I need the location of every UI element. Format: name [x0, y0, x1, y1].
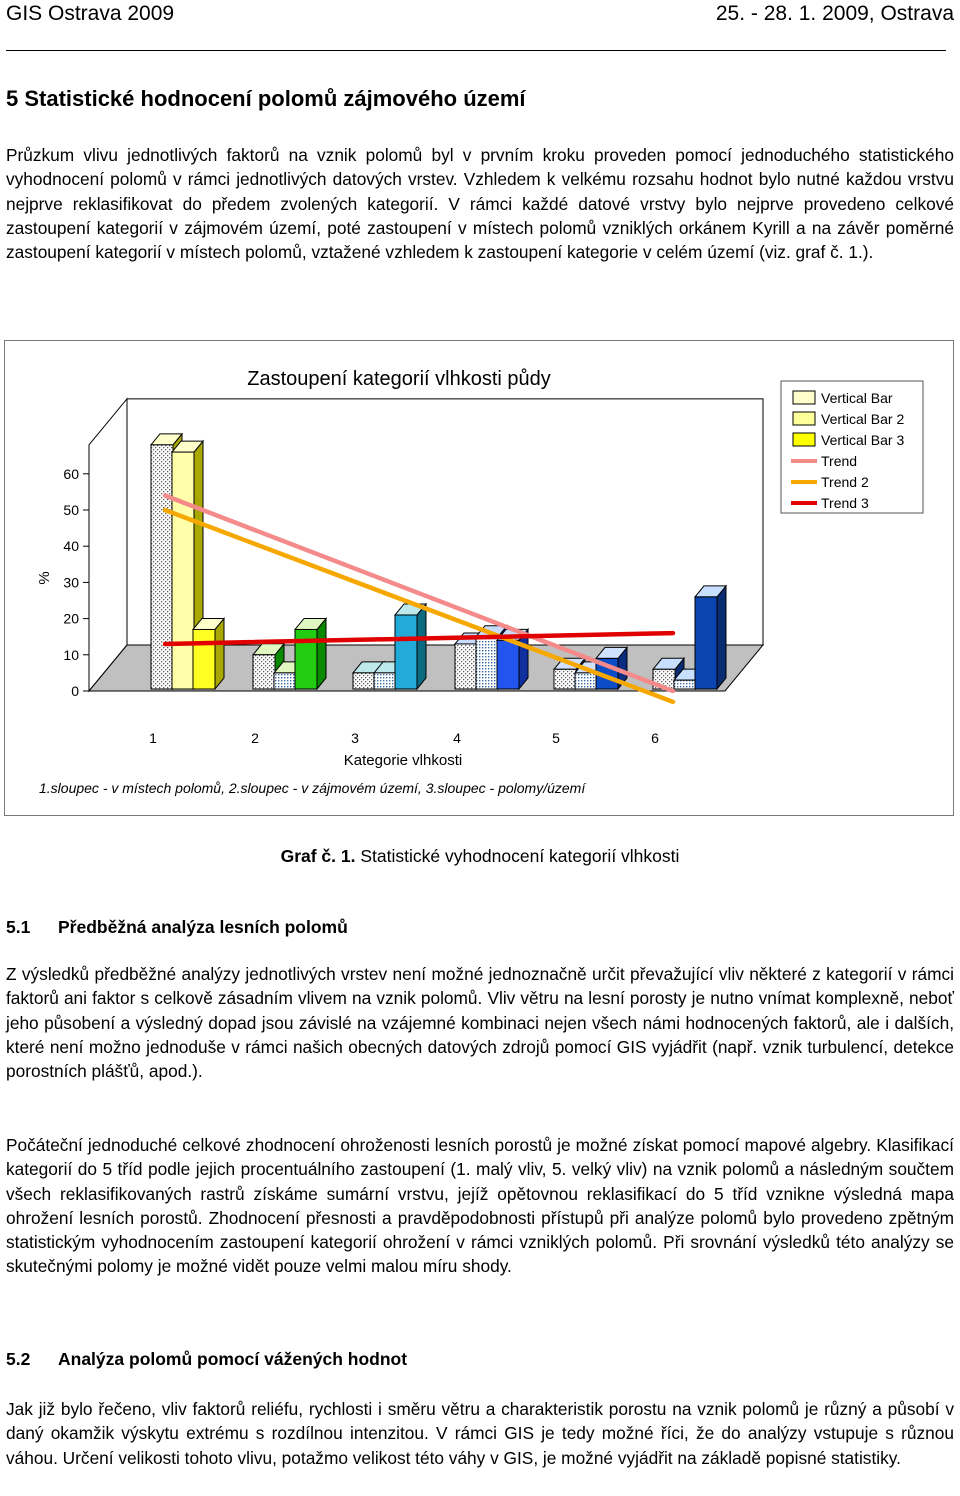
caption-label: Graf č. 1.	[280, 846, 356, 866]
chart-title: Zastoupení kategorií vlhkosti půdy	[247, 368, 551, 390]
bar-vertical-bar-3	[395, 615, 417, 689]
x-tick-label: 5	[552, 730, 560, 746]
bar-side	[417, 604, 426, 689]
y-tick-label: 40	[63, 538, 79, 555]
soil-moisture-chart	[5, 341, 953, 815]
legend-label: Vertical Bar 3	[821, 432, 905, 448]
bar-side	[215, 618, 224, 689]
x-tick-label: 2	[251, 730, 259, 746]
chart-back-wall	[127, 399, 763, 645]
legend-label: Vertical Bar 2	[821, 411, 905, 427]
bar-vertical-bar-2	[674, 680, 696, 689]
x-tick-label: 1	[149, 730, 157, 746]
x-axis-label: Kategorie vlhkosti	[343, 752, 463, 769]
legend-swatch	[793, 412, 815, 425]
y-tick-label: 60	[63, 465, 79, 482]
section-5-heading: 5 Statistické hodnocení polomů zájmového území	[6, 86, 526, 111]
page-header	[6, 0, 954, 30]
bar-vertical-bar-2	[374, 673, 396, 689]
bar-vertical-bar-2	[575, 673, 597, 689]
bar-vertical-bar-2	[172, 452, 194, 689]
bar-side	[317, 618, 326, 689]
legend-label: Trend 2	[821, 474, 869, 490]
section-5-1-paragraph-1: Z výsledků předběžné analýzy jednotlivých vrstev není možné jednoznačně určit převažující vliv některé z kategorií v rámci faktorů ani faktor s celkově zásadním vlivem na vznik polomů. Vliv větru na lesní porosty je nutno vnímat komplexně, neboť jeho působení a výsledný dopad jsou závislé na vzájemné kombinaci nejen všech námi hodnocených faktorů, ale i dalších, které není možno jednoduše v rámci našich obecných datových zdrojů pomocí GIS vyjádřit (např. vznik turbulencí, detekce porostních plášťů, apod.).	[6, 964, 954, 1082]
section-5-paragraph: Průzkum vlivu jednotlivých faktorů na vznik polomů byl v prvním kroku proveden pomocí jednoduchého statistického vyhodnocení polomů v rámci jednotlivých datových vrstev. Vzhledem k velkému rozsahu hodnot bylo nutné každou vrstvu nejprve reklasifikovat do předem zvolených kategorií. V rámci každé datové vrstvy bylo nejprve provedeno celkové zastoupení kategorií v zájmovém území, poté zastoupení v místech polomů vzniklých orkánem Kyrill a na závěr poměrné zastoupení kategorií v místech polomů, vztažené vzhledem k zastoupení kategorie v celém území (viz. graf č. 1.).	[6, 145, 954, 263]
section-5-1-number: 5.1	[6, 917, 31, 937]
chart-frame	[4, 340, 954, 816]
legend-label: Trend 3	[821, 495, 869, 511]
bar-vertical-bar-2	[476, 637, 498, 689]
legend-label: Trend	[821, 453, 858, 469]
y-tick-label: 10	[63, 646, 79, 663]
bar-vertical-bar	[151, 445, 173, 689]
header-date-place: 25. - 28. 1. 2009, Ostrava	[715, 2, 954, 25]
y-tick-label: 30	[63, 574, 79, 591]
legend-swatch	[793, 391, 815, 404]
y-tick-label: 50	[63, 502, 79, 518]
section-5-1-heading	[6, 917, 348, 938]
y-tick-label: 0	[71, 683, 79, 699]
bar-side	[717, 586, 726, 689]
section-5-1-title: Předběžná analýza lesních polomů	[58, 917, 348, 937]
x-tick-label: 3	[351, 730, 359, 746]
legend-swatch	[793, 433, 815, 446]
caption-text: Statistické vyhodnocení kategorií vlhkosti	[355, 846, 680, 866]
section-5-2-heading	[6, 1349, 407, 1370]
chart-note: 1.sloupec - v místech polomů, 2.sloupec - v zájmovém území, 3.sloupec - polomy/území	[39, 780, 586, 796]
x-tick-label: 6	[651, 730, 659, 746]
bar-vertical-bar	[253, 655, 275, 689]
bar-vertical-bar-2	[274, 673, 296, 689]
header-rule	[6, 50, 946, 51]
bar-vertical-bar	[455, 644, 477, 689]
bar-vertical-bar	[554, 669, 576, 689]
y-axis-label: %	[36, 571, 53, 585]
x-tick-label: 4	[453, 730, 461, 746]
section-5-2-title: Analýza polomů pomocí vážených hodnot	[58, 1349, 408, 1369]
section-5-2-number: 5.2	[6, 1349, 31, 1369]
bar-vertical-bar-3	[695, 597, 717, 689]
section-5-2-paragraph: Jak již bylo řečeno, vliv faktorů reliéfu, rychlosti i směru větru a charakteristik porostu na vznik polomů je různý a působí v daný okamžik výskytu extrému s rozdílnou intenzitou. V rámci GIS je tedy možné říci, že do analýzy vstupuje s různou váhou. Určení velikosti tohoto vlivu, potažmo velikost této váhy v GIS, je možné vyjádřit na základě popisné statistiky.	[6, 1399, 954, 1468]
section-5-1-paragraph-2: Počáteční jednoduché celkové zhodnocení ohroženosti lesních porostů je možné získat pomocí mapové algebry. Klasifikací kategorií do 5 tříd podle jejich procentuálního zastoupení (1. malý vliv, 5. velký vliv) na vznik polomů a následným součtem všech reklasifikovaných rastrů získáme sumární vrstvu, jejíž opětovnou reklasifikací do 5 tříd vznikne výsledná mapa ohrožení lesních porostů. Zhodnocení přesnosti a pravděpodobnosti přístupů při analýze polomů bylo provedeno zpětným statistickým vyhodnocením zastoupení kategorií ohrožení v rámci vzniklých polomů. Při srovnání výsledků této analýzy se skutečnými polomy je možné vidět pouze velmi malou míru shody.	[6, 1135, 954, 1277]
bar-vertical-bar-3	[497, 640, 519, 689]
chart-caption	[0, 846, 960, 867]
bar-vertical-bar	[353, 673, 375, 689]
y-tick-label: 20	[63, 610, 79, 627]
bar-vertical-bar-3	[295, 629, 317, 689]
header-conference: GIS Ostrava 2009	[6, 2, 175, 25]
bar-vertical-bar-3	[193, 629, 215, 689]
chart-left-wall	[89, 399, 127, 691]
legend-label: Vertical Bar	[821, 390, 893, 406]
